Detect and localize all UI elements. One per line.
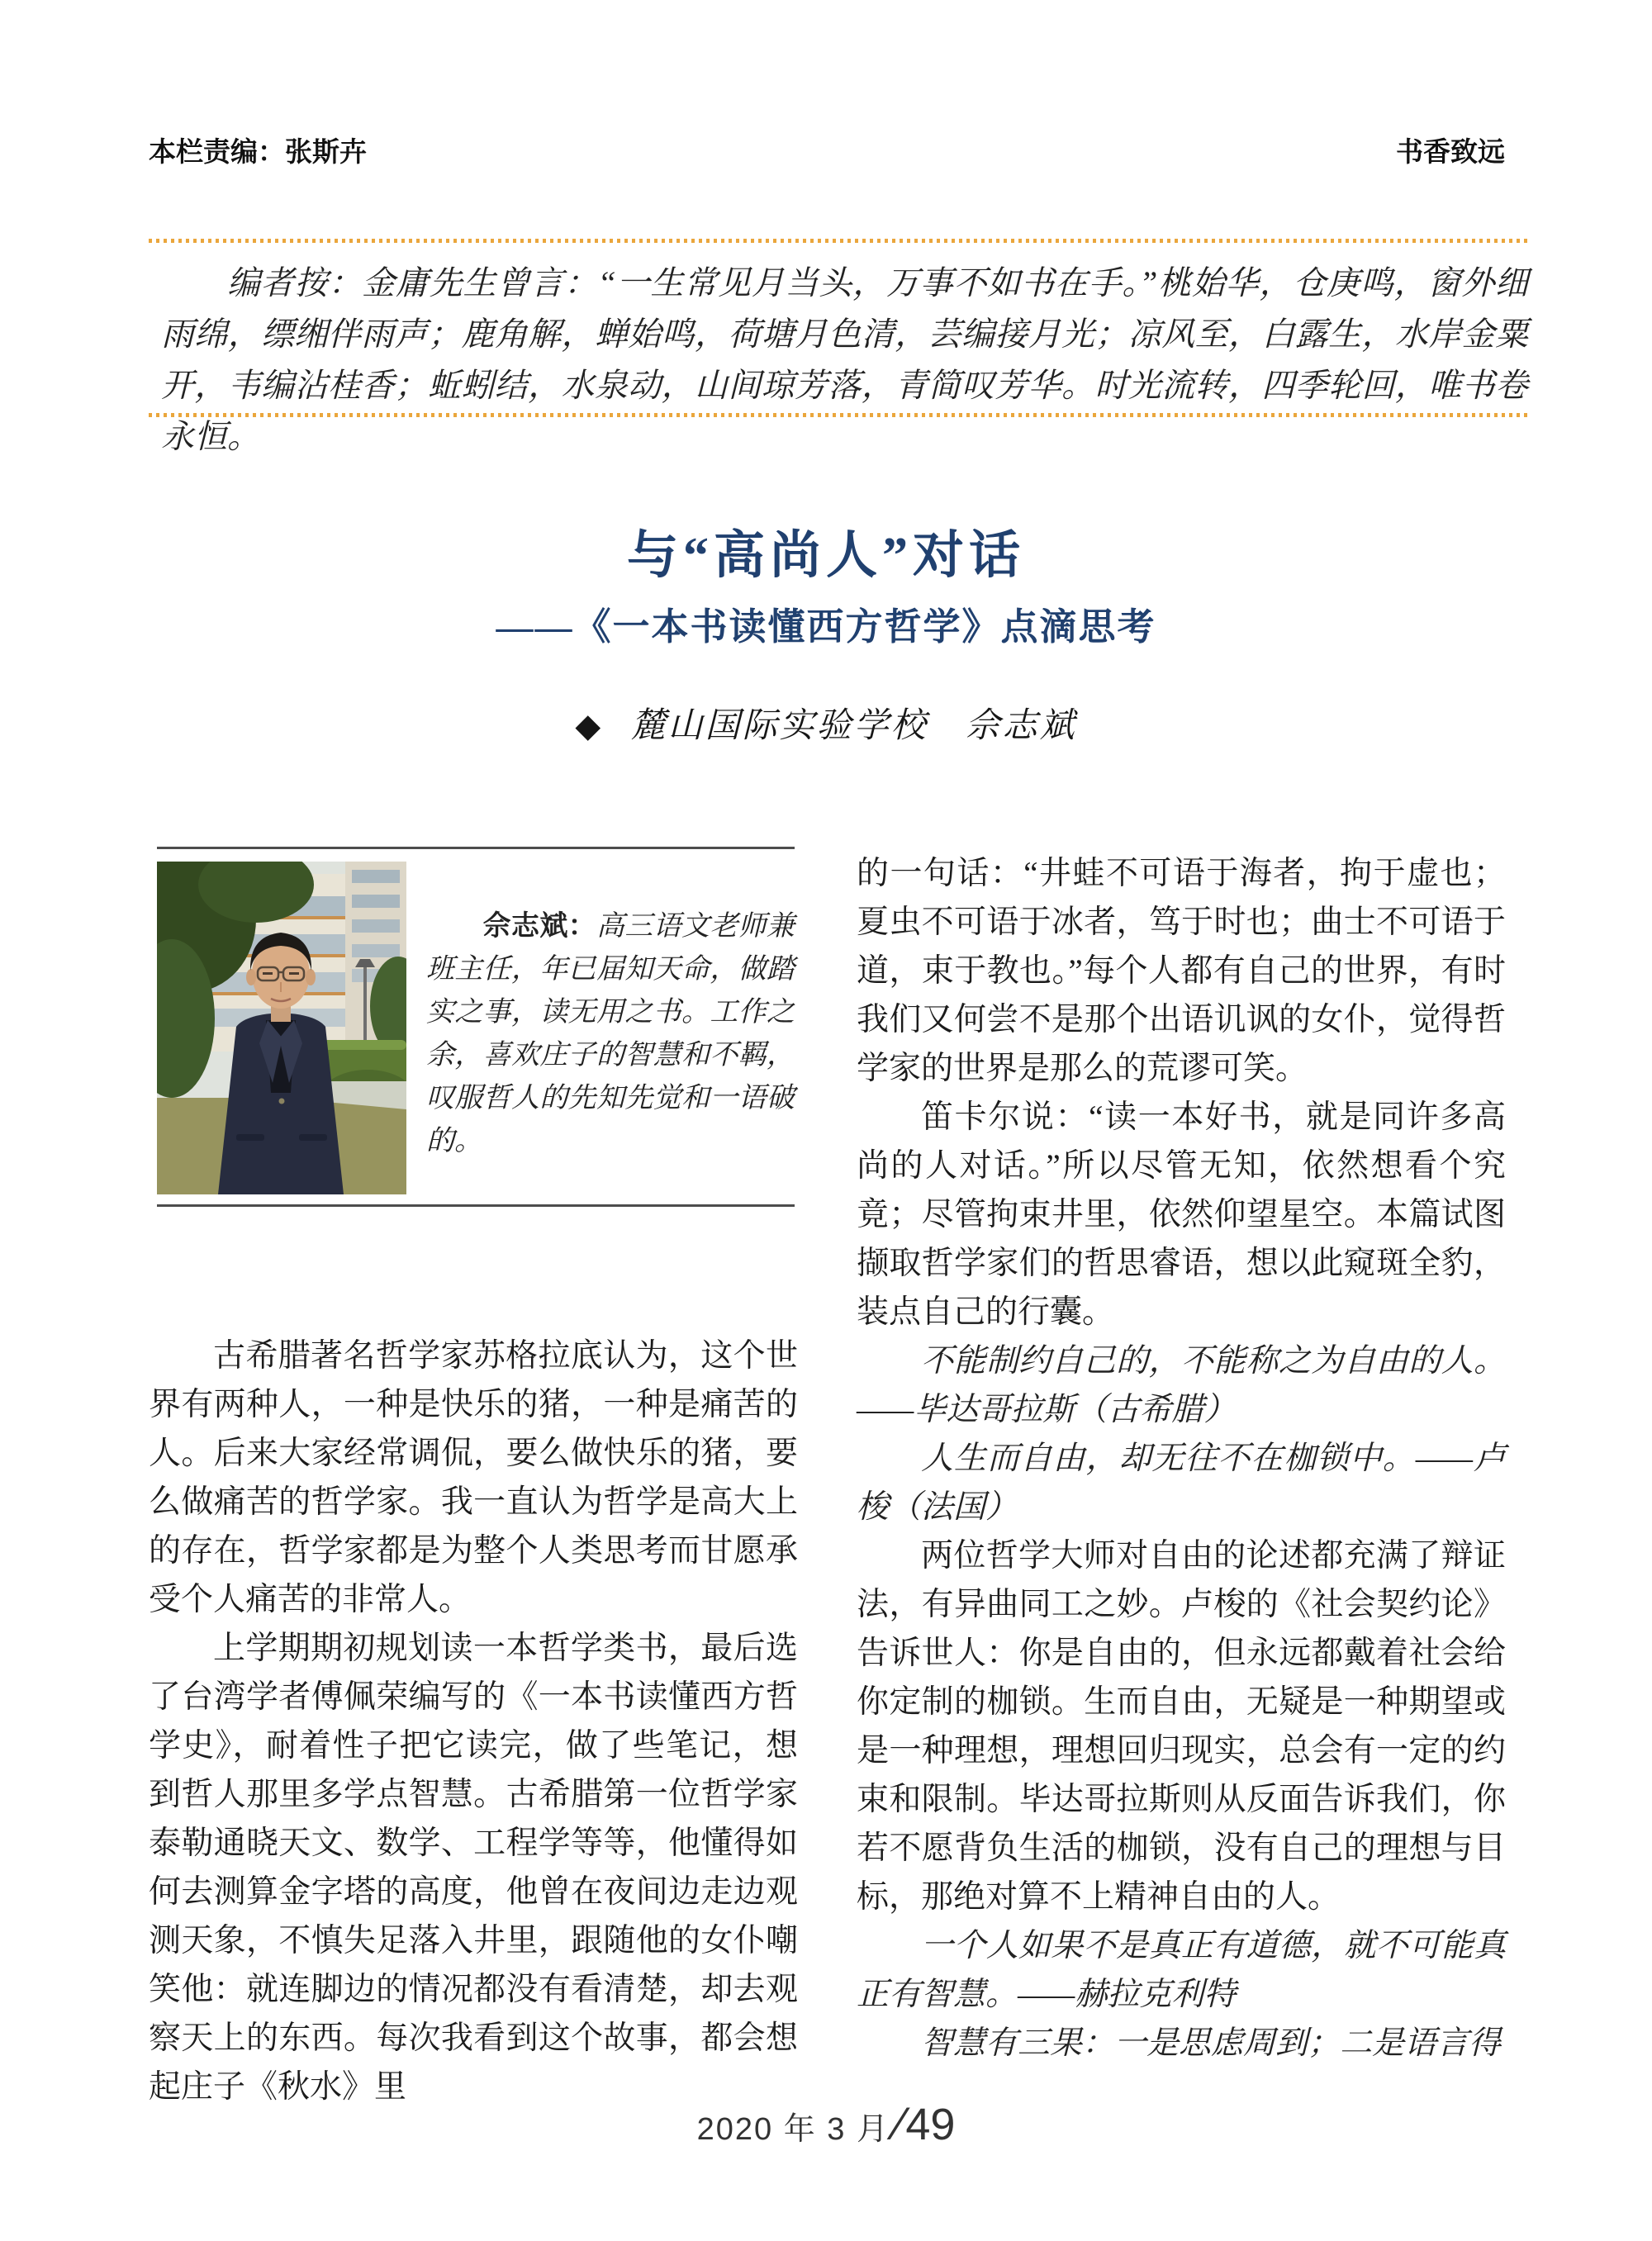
body-paragraph: 的一句话：“井蛙不可语于海者，拘于虚也；夏虫不可语于冰者，笃于时也；曲士不可语于道，束于教也。”每个人都有自己的世界，有时我们又何尝不是那个出语讥讽的女仆，觉得哲学家的世界是那么的荒谬可笑。 xyxy=(857,856,1506,1086)
profile-rule-bottom xyxy=(157,1204,795,1207)
bio-name: 佘志斌： xyxy=(482,911,597,942)
body-paragraph: 两位哲学大师对自由的论述都充满了辩证法，有异曲同工之妙。卢梭的《社会契约论》告诉世人：你是自由的，但永远都戴着社会给你定制的枷锁。生而自由，无疑是一种期望或是一种理想，理想回归现实，总会有一定的约束和限制。毕达哥拉斯则从反面告诉我们，你若不愿背负生活的枷锁，没有自己的理想与目标，那绝对算不上精神自由的人。 xyxy=(857,1538,1506,1915)
bio-text: 高三语文老师兼班主任，年已届知天命，做踏实之事，读无用之书。工作之余，喜欢庄子的智慧和不羁，叹服哲人的先知先觉和一语破的。 xyxy=(426,911,795,1156)
quote-paragraph: 人生而自由，却无往不在枷锁中。——卢梭（法国） xyxy=(857,1441,1506,1525)
footer-page-number: 49 xyxy=(905,2100,956,2149)
responsible-editor-label: 本栏责编：张斯卉 xyxy=(149,136,367,167)
footer-slash: ∕ xyxy=(895,2097,904,2149)
author-photo xyxy=(157,862,406,1194)
bio-indent xyxy=(426,911,483,942)
profile-bio xyxy=(426,905,795,1163)
quote-paragraph: 一个人如果不是真正有道德，就不可能真正有智慧。——赫拉克利特 xyxy=(857,1928,1506,2012)
article-title: 与“高尚人”对话 xyxy=(626,528,1025,584)
quote-paragraph: 不能制约自己的，不能称之为自由的人。——毕达哥拉斯（古希腊） xyxy=(857,1343,1506,1427)
dotted-divider-bottom xyxy=(149,413,1530,417)
quote-paragraph: 智慧有三果：一是思虑周到；二是语言得 xyxy=(921,2025,1502,2061)
page-header xyxy=(149,131,1505,169)
profile-rule-top xyxy=(157,847,795,849)
byline xyxy=(0,698,1652,748)
footer-date: 2020 年 3 月 xyxy=(696,2112,890,2147)
body-paragraph: 上学期期初规划读一本哲学类书，最后选了台湾学者傅佩荣编写的《一本书读懂西方哲学史》，耐着性子把它读完，做了些笔记，想到哲人那里多学点智慧。古希腊第一位哲学家泰勒通晓天文、数学、工程学等等，他懂得如何去测算金字塔的高度，他曾在夜间边走边观测天象，不慎失足落入井里，跟随他的女仆嘲笑他：就连脚边的情况都没有看清楚，却去观察天上的东西。每次我看到这个故事，都会想起庄子《秋水》里 xyxy=(149,1631,798,2105)
dotted-divider-top xyxy=(149,239,1530,243)
diamond-icon: ◆ xyxy=(575,707,601,744)
article-subtitle: ——《一本书读懂西方哲学》点滴思考 xyxy=(496,606,1156,648)
right-column xyxy=(857,849,1506,2068)
left-column xyxy=(149,1332,798,2111)
editor-note-text: 编者按：金庸先生曾言：“一生常见月当头，万事不如书在手。”桃始华，仓庚鸣，窗外细雨绵，缥缃伴雨声；鹿角解，蝉始鸣，荷塘月色清，芸编接月光；凉风至，白露生，水岸金粟开，韦编沾桂香；蚯蚓结，水泉动，山间琼芳落，青简叹芳华。时光流转，四季轮回，唯书卷永恒。 xyxy=(161,264,1528,455)
body-paragraph: 古希腊著名哲学家苏格拉底认为，这个世界有两种人，一种是快乐的猪，一种是痛苦的人。后来大家经常调侃，要么做快乐的猪，要么做痛苦的哲学家。我一直认为哲学是高大上的存在，哲学家都是为整个人类思考而甘愿承受个人痛苦的非常人。 xyxy=(149,1338,798,1617)
column-title-label: 书香致远 xyxy=(1396,136,1505,167)
body-paragraph: 笛卡尔说：“读一本好书，就是同许多高尚的人对话。”所以尽管无知，依然想看个究竟；尽管拘束井里，依然仰望星空。本篇试图撷取哲学家们的哲思睿语，想以此窥斑全豹，装点自己的行囊。 xyxy=(857,1099,1506,1330)
byline-text: 麓山国际实验学校 佘志斌 xyxy=(630,707,1077,745)
page-footer xyxy=(0,2096,1652,2150)
